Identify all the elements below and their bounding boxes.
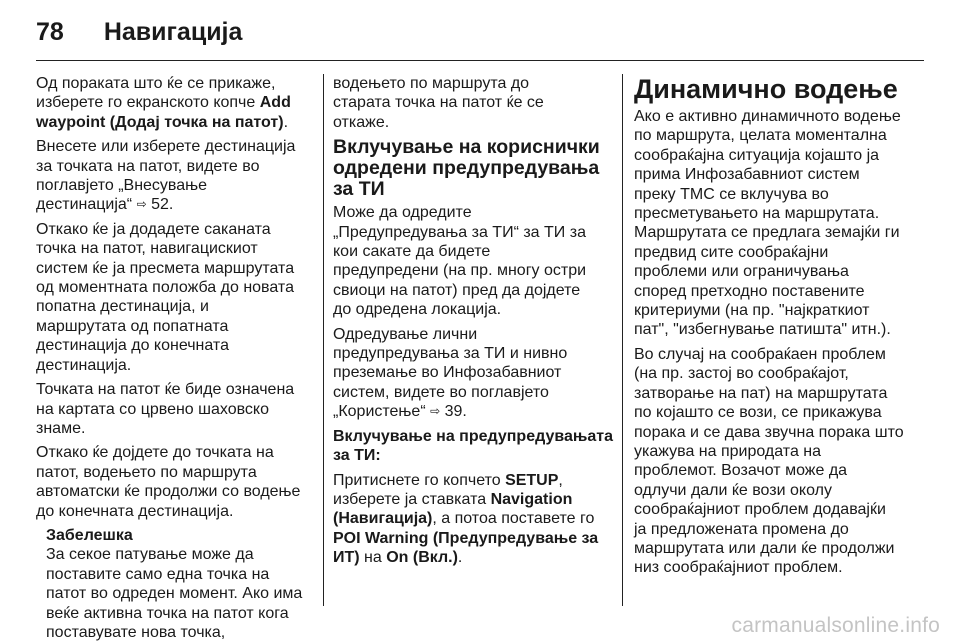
paragraph	[634, 107, 934, 340]
paragraph	[333, 471, 617, 568]
text-line: патот во одреден момент. Ако има	[46, 585, 303, 603]
text-line: пресметувањето на маршрутата.	[634, 205, 880, 223]
text-line: За секое патување може да	[46, 546, 254, 564]
text-line: Точката на патот ќе биде означена	[36, 381, 295, 399]
text-line: Во случај на сообраќаен проблем	[634, 345, 886, 363]
text-line: Од пораката што ќе се прикаже,	[36, 75, 276, 92]
paragraph	[333, 325, 617, 422]
section-heading: Вклучување на кориснички одредени предупредувања за ТИ	[333, 136, 600, 201]
text-line: пат", "избегнување патишта" итн.).	[634, 321, 891, 339]
text-line: прима Инфозабавниот систем	[634, 166, 860, 184]
bold-text: (Навигација)	[333, 510, 433, 528]
text-line: предупредени (на пр. многу остри	[333, 262, 587, 280]
text-line: откаже.	[333, 113, 390, 131]
note-title: Забелешка	[46, 526, 133, 544]
text-line: Внесете или изберете дестинација	[36, 138, 296, 156]
text-line: waypoint (Додај точка на патот).	[36, 113, 289, 131]
text-line: затворање на пат) на маршрутата	[634, 384, 888, 402]
text-line: ја предложената промена до	[634, 520, 849, 538]
text-line: дестинација до конечната	[36, 337, 229, 355]
text-line	[333, 446, 617, 465]
bold-text: On (Вкл.)	[386, 549, 458, 567]
bold-text: POI Warning (Предупредување за	[333, 529, 599, 547]
text-line: Ако е активно динамичното водење	[634, 108, 901, 125]
text-line: Притиснете го копчето SETUP,	[333, 471, 563, 489]
note-box	[46, 526, 318, 642]
column-1	[36, 74, 318, 642]
bold-text: ИТ)	[333, 549, 360, 567]
bold-text: Add	[259, 94, 291, 112]
text-line: (Навигација), а потоа поставете го	[333, 510, 595, 528]
watermark-text: carmanualsonline.info	[731, 614, 940, 637]
text-line	[333, 529, 617, 548]
text-line: Одредување лични	[333, 325, 478, 343]
text-line	[333, 427, 617, 446]
note-text	[46, 545, 318, 642]
text-line: сообраќајна ситуација којашто ја	[634, 146, 880, 164]
paragraph	[634, 345, 934, 578]
text-line: кои сакате да бидете	[333, 243, 491, 261]
text-line: Маршрутата се предлага земајќи ги	[634, 224, 900, 242]
text-line: порака и се дава звучна порака што	[634, 423, 904, 441]
text-line: изберете го екранското копче Add	[36, 94, 291, 112]
text-line: поставувате нова точка,	[46, 623, 226, 641]
column-divider	[622, 74, 623, 606]
bold-text: SETUP	[505, 471, 559, 489]
bold-text: Вклучување на предупредувањата	[333, 427, 613, 445]
bold-text: Navigation	[490, 490, 573, 508]
text-line: до одредена локација.	[333, 301, 502, 319]
text-line: патот, водењето по маршрута	[36, 463, 257, 481]
text-line: предвид сите сообраќајни	[634, 243, 829, 261]
cross-reference-arrow-icon: ⇨	[430, 404, 441, 419]
bold-text: waypoint (Додај точка на патот)	[36, 113, 284, 131]
text-line: попатна дестинација, и	[36, 298, 209, 316]
paragraph	[36, 380, 318, 438]
text-line: сообраќајниот проблем додавајќи	[634, 501, 886, 519]
text-line: систем, видете во поглавјето	[333, 383, 549, 401]
text-line: веќе активна точка на патот кога	[46, 604, 289, 622]
main-heading: Динамично водење	[634, 74, 898, 104]
text-line: точка на патот, навигацискиот	[36, 240, 258, 258]
text-line: ИТ) на On (Вкл.).	[333, 549, 463, 567]
text-line: поглавјето „Внесување	[36, 177, 208, 195]
column-2	[333, 74, 617, 573]
text-line: преку TMC се вклучува во	[634, 185, 829, 203]
text-line: до конечната дестинација.	[36, 502, 234, 520]
paragraph	[36, 137, 318, 215]
text-line: проблемот. Возачот може да	[634, 462, 848, 480]
paragraph	[36, 74, 318, 132]
text-line: одлучи дали ќе вози околу	[634, 481, 832, 499]
text-line: изберете ја ставката Navigation	[333, 490, 573, 508]
text-line: водењето по маршрута до	[333, 75, 530, 92]
paragraph	[333, 74, 617, 132]
paragraph	[36, 220, 318, 375]
paragraph	[333, 203, 617, 319]
section-title: Навигација	[103, 17, 243, 46]
text-line: Откако ќе дојдете до точката на	[36, 444, 274, 462]
text-line: на картата со црвено шаховско	[36, 400, 269, 418]
text-line: автоматски ќе продолжи со водење	[36, 483, 301, 501]
text-line: знаме.	[36, 419, 86, 437]
text-line: „Предупредувања за ТИ“ за ТИ за	[333, 223, 586, 241]
text-line: укажува на природата на	[634, 442, 822, 460]
cross-reference-arrow-icon: ⇨	[136, 197, 147, 212]
text-line: низ сообраќајниот проблем.	[634, 559, 843, 577]
text-line: Откако ќе ја додадете саканата	[36, 220, 271, 238]
page-number: 78	[36, 17, 64, 46]
text-line: старата точка на патот ќе се	[333, 94, 544, 112]
column-3	[634, 74, 934, 583]
text-line: маршрутата или дали ќе продолжи	[634, 539, 895, 557]
text-line: по маршрута, целата моментална	[634, 127, 887, 145]
text-line: според претходно поставените	[634, 282, 865, 300]
text-line: „Користење“ ⇨ 39.	[333, 403, 467, 421]
text-line: дестинација.	[36, 356, 132, 374]
text-line: (на пр. застој во сообраќајот,	[634, 365, 849, 383]
bold-subheading	[333, 427, 617, 466]
column-divider	[323, 74, 324, 606]
text-line: поставите само една точка на	[46, 565, 270, 583]
text-line: систем ќе ја пресмета маршрутата	[36, 259, 295, 277]
text-line: дестинација“ ⇨ 52.	[36, 196, 174, 214]
bold-text: за ТИ:	[333, 447, 381, 465]
text-line: свиоци на патот) пред да дојдете	[333, 281, 581, 299]
text-line: маршрутата од попатната	[36, 317, 229, 335]
text-line: предупредувања за ТИ и нивно	[333, 345, 568, 363]
page-header	[36, 14, 924, 50]
text-line: преземање во Инфозабавниот	[333, 364, 562, 382]
header-divider	[36, 60, 924, 61]
text-line: од моментната положба до новата	[36, 279, 294, 297]
text-line: проблеми или ограничувања	[634, 263, 849, 281]
text-line: по којашто се вози, се прикажува	[634, 404, 882, 422]
text-line: критериуми (на пр. "најкраткиот	[634, 302, 870, 320]
text-line: за точката на патот, видете во	[36, 157, 260, 175]
paragraph	[36, 443, 318, 521]
text-line: Може да одредите	[333, 204, 472, 222]
